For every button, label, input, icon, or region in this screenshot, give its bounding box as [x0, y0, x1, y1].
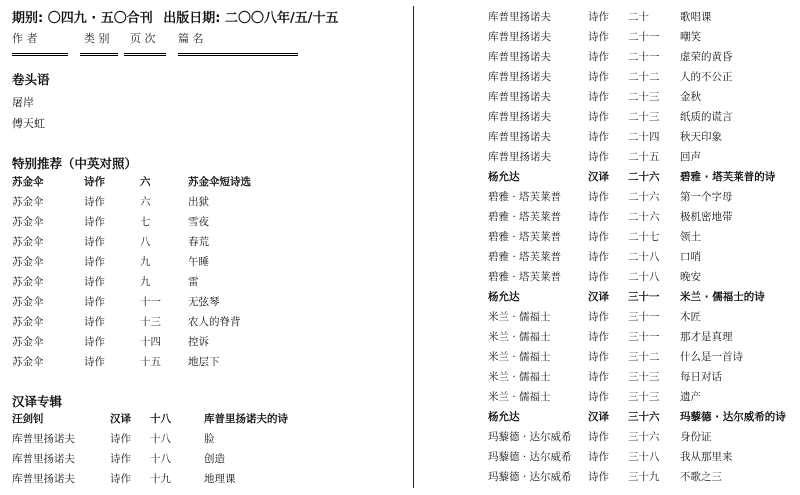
toc-author: 库普里扬诺夫	[488, 151, 551, 163]
toc-page: 三十一	[628, 291, 660, 303]
toc-title: 午睡	[188, 256, 209, 268]
toc-author: 米兰 · 儒福士	[488, 351, 551, 363]
issue-value: 〇四九 · 五〇合刊	[47, 11, 153, 26]
toc-author: 库普里扬诺夫	[12, 473, 75, 485]
toc-author: 库普里扬诺夫	[488, 51, 551, 63]
toc-page: 十八	[150, 453, 171, 465]
date-label: 出版日期:	[163, 11, 221, 26]
toc-type: 诗作	[588, 391, 609, 403]
issue-label: 期别:	[12, 11, 44, 26]
toc-title: 第一个字母	[680, 191, 733, 203]
toc-title: 地层下	[188, 356, 220, 368]
toc-type: 诗作	[84, 256, 105, 268]
preface-author: 屠岸	[12, 96, 34, 109]
toc-title: 碧雅 · 塔芙莱普的诗	[680, 171, 776, 183]
toc-page: 二十八	[628, 271, 660, 283]
toc-title: 晚安	[680, 271, 701, 283]
toc-page: 八	[140, 236, 151, 248]
underline-author	[12, 53, 68, 56]
toc-type: 诗作	[588, 431, 609, 443]
toc-title: 玛藜德 · 达尔威希的诗	[680, 411, 786, 423]
toc-title: 什么是一首诗	[680, 351, 743, 363]
toc-title: 嘲笑	[680, 31, 701, 43]
col-title: 篇 名	[178, 32, 204, 45]
toc-title: 遗产	[680, 391, 701, 403]
toc-page: 三十二	[628, 351, 660, 363]
toc-page: 二十一	[628, 51, 660, 63]
toc-type: 诗作	[588, 331, 609, 343]
toc-title: 人的不公正	[680, 71, 733, 83]
toc-page: 七	[140, 216, 151, 228]
toc-page: 三十九	[628, 471, 660, 483]
toc-type: 诗作	[588, 71, 609, 83]
toc-type: 汉译	[588, 411, 609, 423]
toc-type: 诗作	[84, 356, 105, 368]
toc-title: 秋天印象	[680, 131, 722, 143]
toc-page: 三十一	[628, 331, 660, 343]
toc-page: 三十六	[628, 431, 660, 443]
toc-author: 碧雅 · 塔芙莱普	[488, 251, 562, 263]
toc-page: 二十八	[628, 251, 660, 263]
toc-type: 诗作	[84, 336, 105, 348]
toc-title: 苏金伞短诗选	[188, 176, 251, 188]
toc-author: 苏金伞	[12, 196, 44, 208]
toc-type: 诗作	[84, 196, 105, 208]
toc-page: 三十八	[628, 451, 660, 463]
issue-header	[12, 7, 339, 26]
toc-title: 回声	[680, 151, 701, 163]
section-title: 汉译专辑	[12, 394, 63, 409]
toc-type: 诗作	[588, 231, 609, 243]
underline-page	[124, 53, 166, 56]
toc-title: 出狱	[188, 196, 209, 208]
toc-title: 虚荣的黄昏	[680, 51, 733, 63]
toc-title: 雪夜	[188, 216, 209, 228]
toc-title: 金秋	[680, 91, 701, 103]
toc-type: 诗作	[588, 51, 609, 63]
toc-title: 无弦琴	[188, 296, 220, 308]
toc-author: 苏金伞	[12, 216, 44, 228]
toc-page: 三十一	[628, 311, 660, 323]
toc-page: 二十三	[628, 111, 660, 123]
toc-type: 诗作	[588, 31, 609, 43]
toc-title: 我从那里来	[680, 451, 733, 463]
toc-page: 三十三	[628, 371, 660, 383]
toc-title: 春荒	[188, 236, 209, 248]
toc-author: 米兰 · 儒福士	[488, 371, 551, 383]
toc-page: 十五	[140, 356, 161, 368]
toc-type: 诗作	[84, 316, 105, 328]
toc-type: 诗作	[588, 211, 609, 223]
toc-title: 脸	[204, 433, 215, 445]
col-page: 页 次	[130, 32, 156, 45]
toc-author: 库普里扬诺夫	[12, 433, 75, 445]
toc-page: 二十一	[628, 31, 660, 43]
toc-author: 库普里扬诺夫	[12, 453, 75, 465]
toc-type: 诗作	[84, 276, 105, 288]
toc-title: 纸质的谎言	[680, 111, 733, 123]
toc-author: 玛藜德 · 达尔威希	[488, 471, 572, 483]
toc-author: 汪剑钊	[12, 413, 44, 425]
toc-page: 九	[140, 256, 151, 268]
toc-title: 木匠	[680, 311, 701, 323]
toc-page: 二十五	[628, 151, 660, 163]
toc-author: 杨允达	[488, 291, 520, 303]
toc-title: 雷	[188, 276, 199, 288]
toc-title: 米兰 · 儒福士的诗	[680, 291, 765, 303]
toc-author: 库普里扬诺夫	[488, 111, 551, 123]
toc-page: 十九	[150, 473, 171, 485]
toc-author: 库普里扬诺夫	[488, 11, 551, 23]
toc-author: 苏金伞	[12, 236, 44, 248]
toc-type: 诗作	[588, 311, 609, 323]
toc-type: 诗作	[110, 453, 131, 465]
toc-title: 不歌之三	[680, 471, 722, 483]
toc-page: 十八	[150, 413, 171, 425]
toc-author: 库普里扬诺夫	[488, 71, 551, 83]
col-type: 类 别	[84, 32, 110, 45]
toc-type: 汉译	[588, 291, 609, 303]
toc-type: 诗作	[110, 433, 131, 445]
toc-page: 二十四	[628, 131, 660, 143]
section-title: 特别推荐（中英对照）	[12, 156, 138, 171]
toc-type: 诗作	[588, 91, 609, 103]
toc-type: 诗作	[588, 111, 609, 123]
toc-type: 诗作	[84, 176, 105, 188]
toc-author: 碧雅 · 塔芙莱普	[488, 231, 562, 243]
toc-type: 诗作	[588, 451, 609, 463]
toc-title: 口哨	[680, 251, 701, 263]
toc-author: 库普里扬诺夫	[488, 31, 551, 43]
preface-author: 傅天虹	[12, 117, 45, 130]
toc-page: 二十二	[628, 71, 660, 83]
toc-page: 六	[140, 196, 151, 208]
toc-type: 诗作	[588, 371, 609, 383]
toc-title: 农人的脊背	[188, 316, 241, 328]
toc-page: 六	[140, 176, 151, 188]
toc-page: 二十	[628, 11, 649, 23]
toc-author: 碧雅 · 塔芙莱普	[488, 271, 562, 283]
toc-type: 诗作	[84, 216, 105, 228]
toc-type: 诗作	[588, 351, 609, 363]
toc-author: 苏金伞	[12, 356, 44, 368]
toc-page: 二十六	[628, 211, 660, 223]
toc-type: 诗作	[588, 131, 609, 143]
date-value: 二〇〇八年/五/十五	[225, 11, 339, 26]
toc-author: 杨允达	[488, 171, 520, 183]
col-author: 作 者	[12, 32, 38, 45]
toc-page: 三十三	[628, 391, 660, 403]
toc-type: 汉译	[110, 413, 131, 425]
underline-type	[80, 53, 118, 56]
toc-page: 十一	[140, 296, 161, 308]
toc-author: 米兰 · 儒福士	[488, 311, 551, 323]
toc-title: 那才是真理	[680, 331, 733, 343]
toc-author: 杨允达	[488, 411, 520, 423]
toc-title: 控诉	[188, 336, 209, 348]
toc-type: 诗作	[110, 473, 131, 485]
toc-author: 苏金伞	[12, 276, 44, 288]
toc-type: 诗作	[588, 151, 609, 163]
toc-author: 苏金伞	[12, 296, 44, 308]
toc-title: 身份证	[680, 431, 712, 443]
toc-page: 十三	[140, 316, 161, 328]
toc-author: 碧雅 · 塔芙莱普	[488, 191, 562, 203]
toc-author: 苏金伞	[12, 316, 44, 328]
toc-author: 玛藜德 · 达尔威希	[488, 451, 572, 463]
toc-title: 领土	[680, 231, 701, 243]
toc-title: 创造	[204, 453, 225, 465]
column-divider	[413, 6, 414, 488]
toc-author: 苏金伞	[12, 176, 44, 188]
toc-title: 库普里扬诺夫的诗	[204, 413, 288, 425]
toc-page: 十八	[150, 433, 171, 445]
toc-type: 诗作	[588, 191, 609, 203]
toc-title: 每日对话	[680, 371, 722, 383]
toc-type: 诗作	[588, 251, 609, 263]
toc-author: 库普里扬诺夫	[488, 91, 551, 103]
underline-title	[178, 53, 298, 56]
toc-title: 地理课	[204, 473, 236, 485]
toc-type: 诗作	[588, 471, 609, 483]
toc-page: 二十六	[628, 171, 660, 183]
toc-title: 歌唱课	[680, 11, 712, 23]
toc-type: 诗作	[588, 11, 609, 23]
toc-author: 苏金伞	[12, 336, 44, 348]
toc-author: 米兰 · 儒福士	[488, 331, 551, 343]
toc-type: 汉译	[588, 171, 609, 183]
toc-author: 米兰 · 儒福士	[488, 391, 551, 403]
toc-page: 三十六	[628, 411, 660, 423]
toc-page: 二十三	[628, 91, 660, 103]
toc-type: 诗作	[84, 296, 105, 308]
toc-type: 诗作	[84, 236, 105, 248]
toc-page: 九	[140, 276, 151, 288]
toc-page: 二十六	[628, 191, 660, 203]
toc-author: 苏金伞	[12, 256, 44, 268]
toc-title: 极机密地带	[680, 211, 733, 223]
toc-author: 玛藜德 · 达尔威希	[488, 431, 572, 443]
toc-author: 碧雅 · 塔芙莱普	[488, 211, 562, 223]
toc-page: 二十七	[628, 231, 660, 243]
toc-page: 十四	[140, 336, 161, 348]
toc-author: 库普里扬诺夫	[488, 131, 551, 143]
section-title: 卷头语	[12, 72, 50, 87]
toc-type: 诗作	[588, 271, 609, 283]
column-headers	[12, 30, 392, 60]
